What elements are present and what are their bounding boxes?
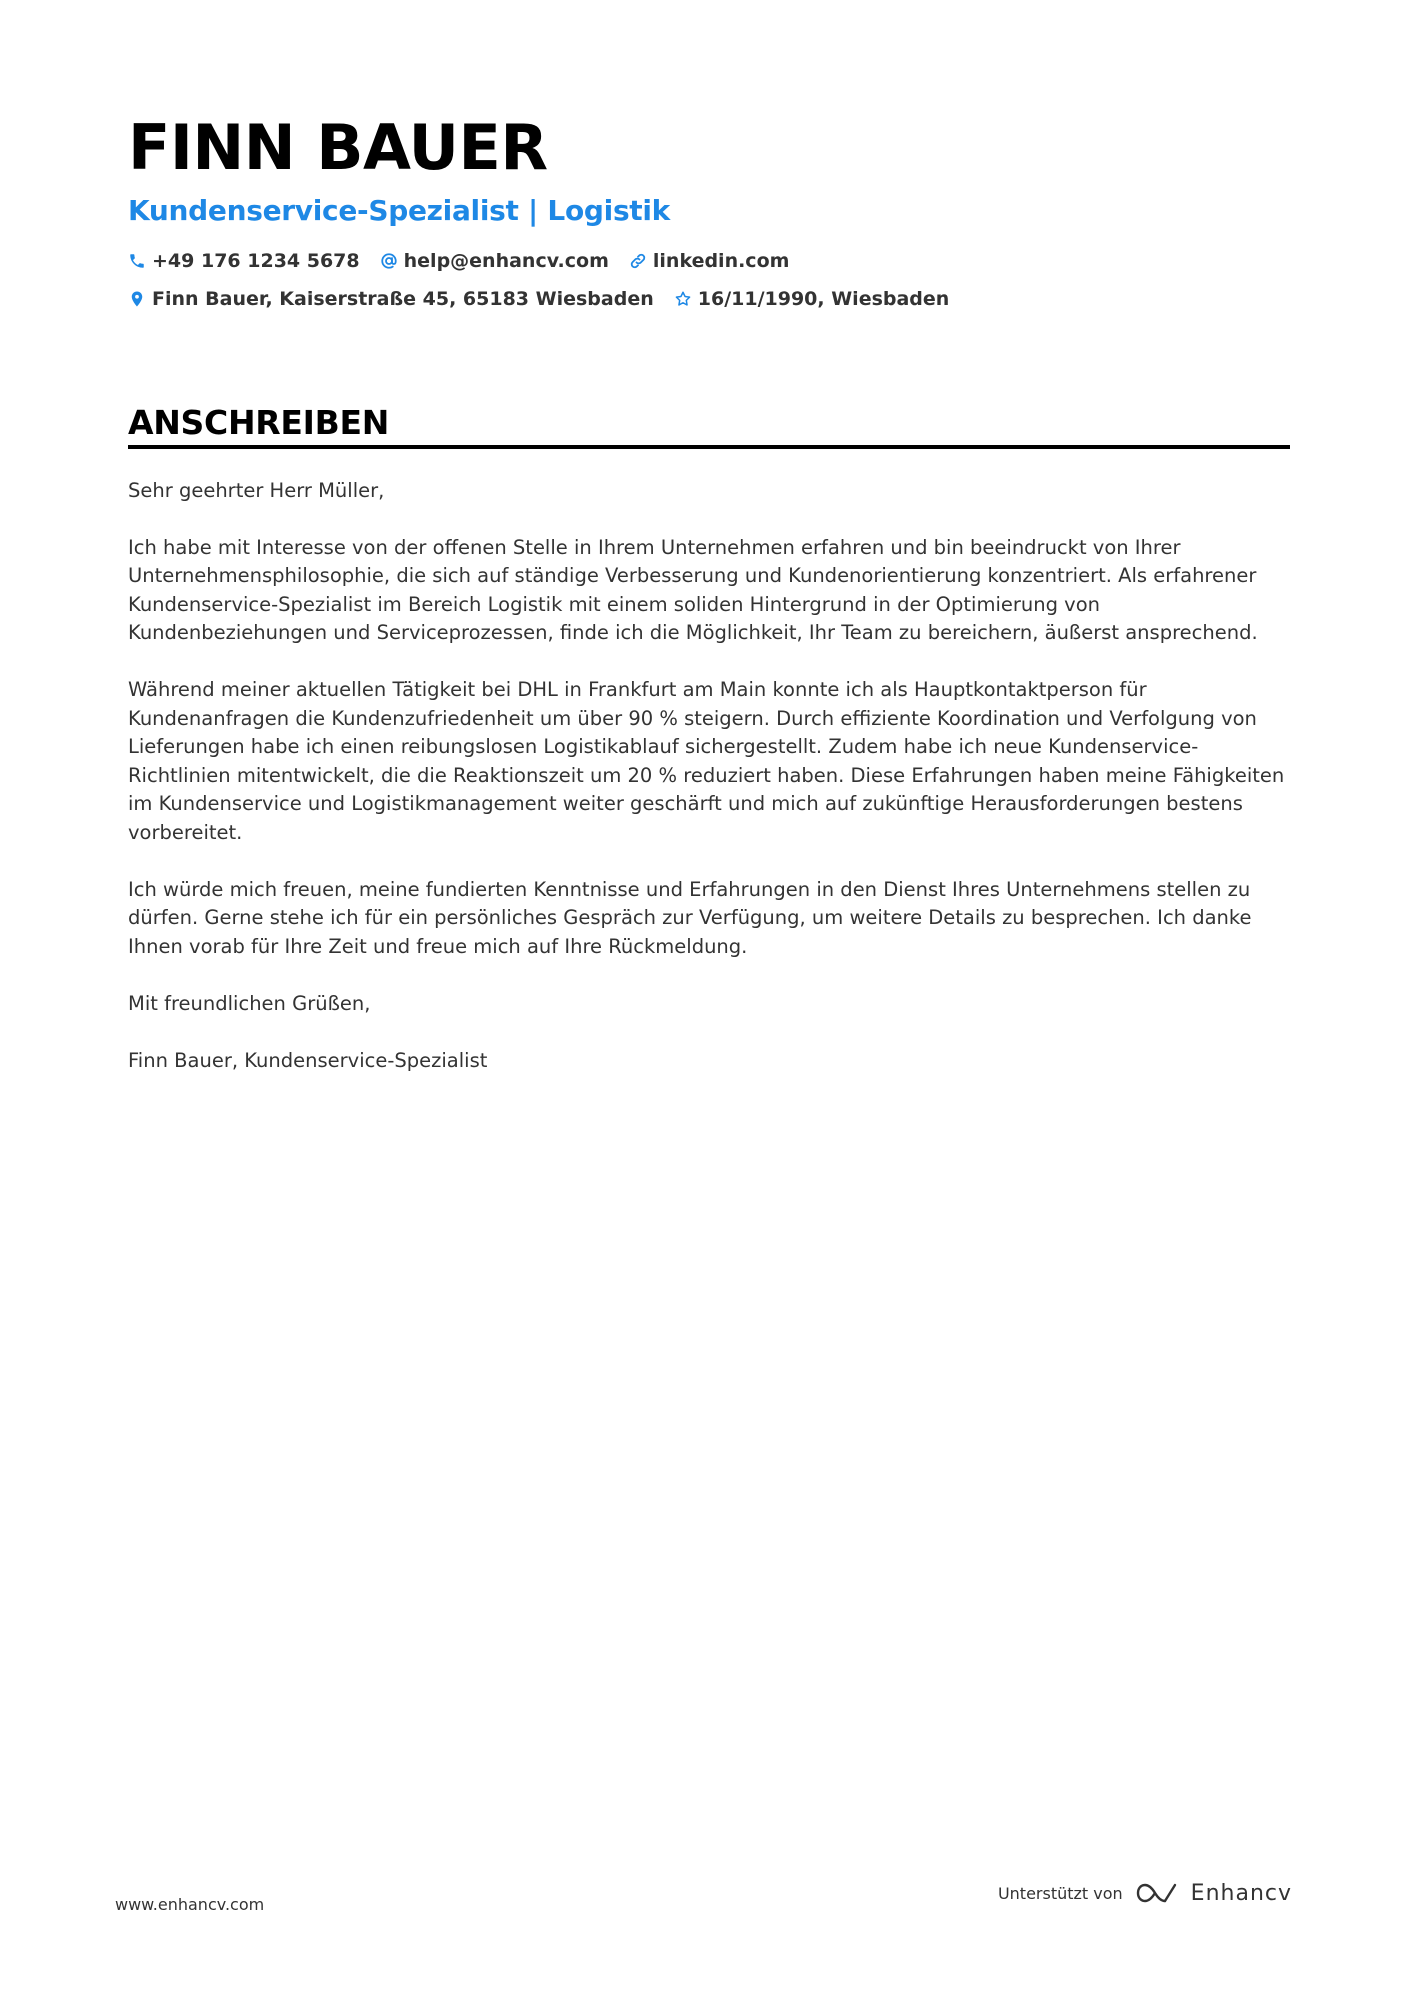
- section-title: ANSCHREIBEN: [128, 403, 390, 443]
- phone-text: +49 176 1234 5678: [152, 250, 360, 273]
- link-icon: [629, 252, 647, 270]
- applicant-role: Kundenservice-Spezialist | Logistik: [128, 194, 671, 228]
- at-icon: [380, 252, 398, 270]
- cover-letter-page: [128, 100, 1290, 1104]
- section-divider: [128, 445, 1290, 449]
- address-text: Finn Bauer, Kaiserstraße 45, 65183 Wiesbaden: [152, 288, 654, 311]
- contact-email[interactable]: [380, 247, 609, 275]
- enhancv-logo-icon: [1135, 1880, 1181, 1906]
- birth-text: 16/11/1990, Wiesbaden: [697, 288, 950, 311]
- location-pin-icon: [128, 290, 146, 308]
- letter-salutation: Sehr geehrter Herr Müller,: [128, 478, 385, 502]
- letter-closing: Mit freundlichen Grüßen,: [128, 991, 371, 1015]
- letter-paragraph: Während meiner aktuellen Tätigkeit bei DHL in Frankfurt am Main konnte ich als Hauptkontaktperson für Kundenanfragen die Kundenzufriedenheit um über 90 % steigern. Durch effiziente Koordination und Verfolgung von Lieferungen habe ich einen reibungslosen Logistikablauf sichergestellt. Zudem habe ich neue Kundenservice-Richtlinien mitentwickelt, die die Reaktionszeit um 20 % reduziert haben. Diese Erfahrungen haben meine Fähigkeiten im Kundenservice und Logistikmanagement weiter geschärft und mich auf zukünftige Herausforderungen bestens vorbereitet.: [128, 678, 1285, 844]
- contact-birth: [674, 285, 950, 313]
- letter-body: [128, 477, 1290, 1076]
- email-text: help@enhancv.com: [403, 250, 609, 273]
- applicant-name: FINN BAUER: [128, 111, 548, 184]
- contact-list: [128, 247, 1290, 313]
- powered-by-text: Unterstützt von: [997, 1883, 1123, 1903]
- contact-phone[interactable]: [128, 247, 360, 275]
- letter-paragraph: Ich habe mit Interesse von der offenen Stelle in Ihrem Unternehmen erfahren und bin beeindruckt von Ihrer Unternehmensphilosophie, die sich auf ständige Verbesserung und Kundenorientierung konzentriert. Als erfahrener Kundenservice-Spezialist im Bereich Logistik mit einem soliden Hintergrund in der Optimierung von Kundenbeziehungen und Serviceprozessen, finde ich die Möglichkeit, Ihr Team zu bereichern, äußerst ansprechend.: [128, 535, 1258, 645]
- letter-signature: Finn Bauer, Kundenservice-Spezialist: [128, 1048, 488, 1072]
- linkedin-text: linkedin.com: [652, 250, 790, 273]
- contact-address: [128, 285, 654, 313]
- contact-linkedin[interactable]: [629, 247, 790, 275]
- footer-website[interactable]: www.enhancv.com: [115, 1895, 265, 1914]
- footer-branding: [998, 1880, 1292, 1906]
- brand-logo[interactable]: [1135, 1880, 1292, 1906]
- letter-paragraph: Ich würde mich freuen, meine fundierten Kenntnisse und Erfahrungen in den Dienst Ihres Unternehmens stellen zu dürfen. Gerne stehe ich für ein persönliches Gespräch zur Verfügung, um weitere Details zu besprechen. Ich danke Ihnen vorab für Ihre Zeit und freue mich auf Ihre Rückmeldung.: [128, 877, 1252, 958]
- phone-icon: [128, 252, 146, 270]
- brand-name: Enhancv: [1190, 1880, 1292, 1906]
- star-icon: [674, 290, 692, 308]
